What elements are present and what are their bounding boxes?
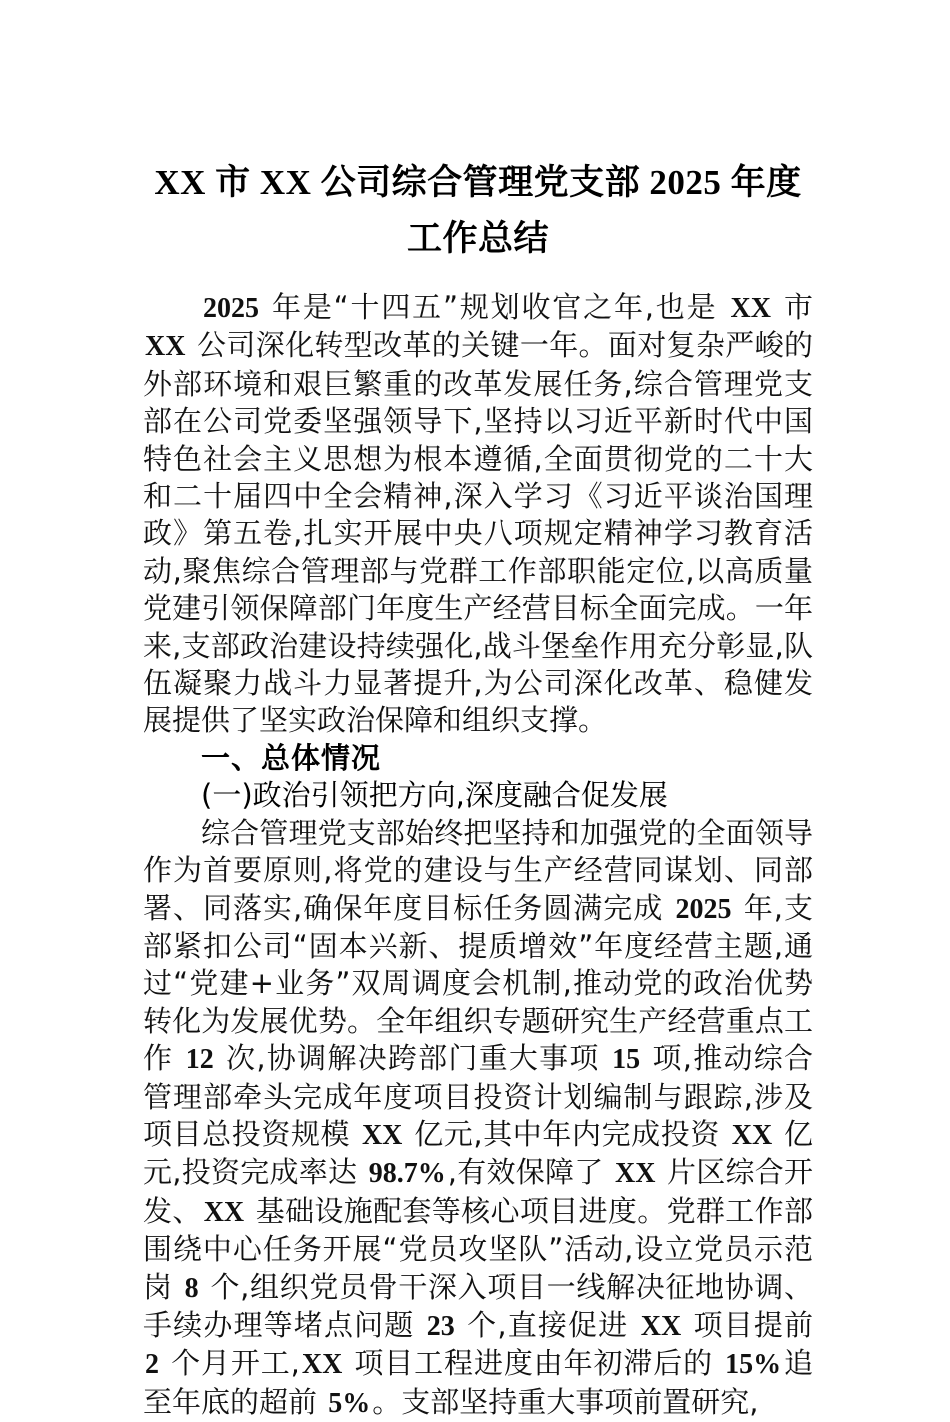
inline-latin-run: XX bbox=[361, 1119, 403, 1151]
inline-latin-run: XX bbox=[615, 1158, 656, 1190]
paragraph-intro: 2025 年是“十四五”规划收官之年,也是 XX 市 XX 公司深化转型改革的关键一年。面对复杂严峻的外部环境和艰巨繁重的改革发展任务,综合管理党支部在公司党委坚强领导下,坚持以习近平新时代中国特色社会主义思想为根本遵循,全面贯彻党的二十大和二十届四中全会精神,深入学习《习近平谈治国理政》第五卷,扎实开展中央八项规定精神学习教育活动,聚焦综合管理部与党群工作部职能定位,以高质量党建引领保障部门年度生产经营目标全面完成。一年来,支部政治建设持续强化,战斗堡垒作用充分彰显,队伍凝聚力战斗力显著提升,为公司深化改革、稳健发展提供了坚实政治保障和组织支撑。 bbox=[143, 290, 813, 738]
inline-latin-run: 98.7% bbox=[368, 1158, 446, 1190]
subsection-heading-political-guidance: (一)政治引领把方向,深度融合促发展 bbox=[201, 778, 668, 813]
inline-latin-run: 2025 bbox=[203, 293, 259, 324]
inline-latin-run: 2025 bbox=[675, 893, 732, 925]
page-title bbox=[143, 0, 813, 266]
inline-latin-run: XX bbox=[203, 1196, 245, 1228]
page-content-column bbox=[143, 0, 813, 1422]
page-title-line-1: XX 市 XX 公司综合管理党支部 2025 年度 bbox=[154, 163, 802, 202]
section-heading-overall-situation: 一、总体情况 bbox=[201, 740, 382, 775]
inline-latin-run: 5% bbox=[328, 1387, 371, 1419]
inline-latin-run: 23 bbox=[426, 1310, 455, 1342]
inline-latin-run: 2 bbox=[145, 1349, 159, 1381]
inline-latin-run: 15 bbox=[612, 1044, 641, 1076]
inline-latin-run: 15% bbox=[725, 1349, 782, 1381]
inline-latin-run: XX bbox=[731, 1119, 773, 1151]
inline-latin-run: 12 bbox=[185, 1044, 214, 1076]
inline-latin-run: XX bbox=[730, 293, 771, 324]
inline-latin-run: XX bbox=[145, 331, 186, 363]
paragraph-political-guidance-body: 综合管理党支部始终把坚持和加强党的全面领导作为首要原则,将党的建设与生产经营同谋划、同部署、同落实,确保年度目标任务圆满完成 2025 年,支部紧扣公司“固本兴新、提质增效”年度经营主题,通过“党建+业务”双周调度会机制,推动党的政治优势转化为发展优势。全年组织专题研究生产经营重点工作 12 次,协调解决跨部门重大事项 15 项,推动综合管理部牵头完成年度项目投资计划编制与跟踪,涉及项目总投资规模 XX 亿元,其中年内完成投资 XX 亿元,投资完成率达 98.7%,有效保障了 XX 片区综合开发、XX 基础设施配套等核心项目进度。党群工作部围绕中心任务开展“党员攻坚队”活动,设立党员示范岗 8 个,组织党员骨干深入项目一线解决征地协调、手续办理等堵点问题 23 个,直接促进 XX 项目提前 2 个月开工,XX 项目工程进度由年初滞后的 15%追至年底的超前 5%。支部坚持重大事项前置研究, bbox=[143, 815, 814, 1419]
inline-latin-run: XX bbox=[301, 1349, 343, 1381]
page-title-line-2: 工作总结 bbox=[406, 219, 549, 258]
inline-latin-run: XX bbox=[640, 1310, 682, 1342]
inline-latin-run: 8 bbox=[184, 1272, 199, 1304]
